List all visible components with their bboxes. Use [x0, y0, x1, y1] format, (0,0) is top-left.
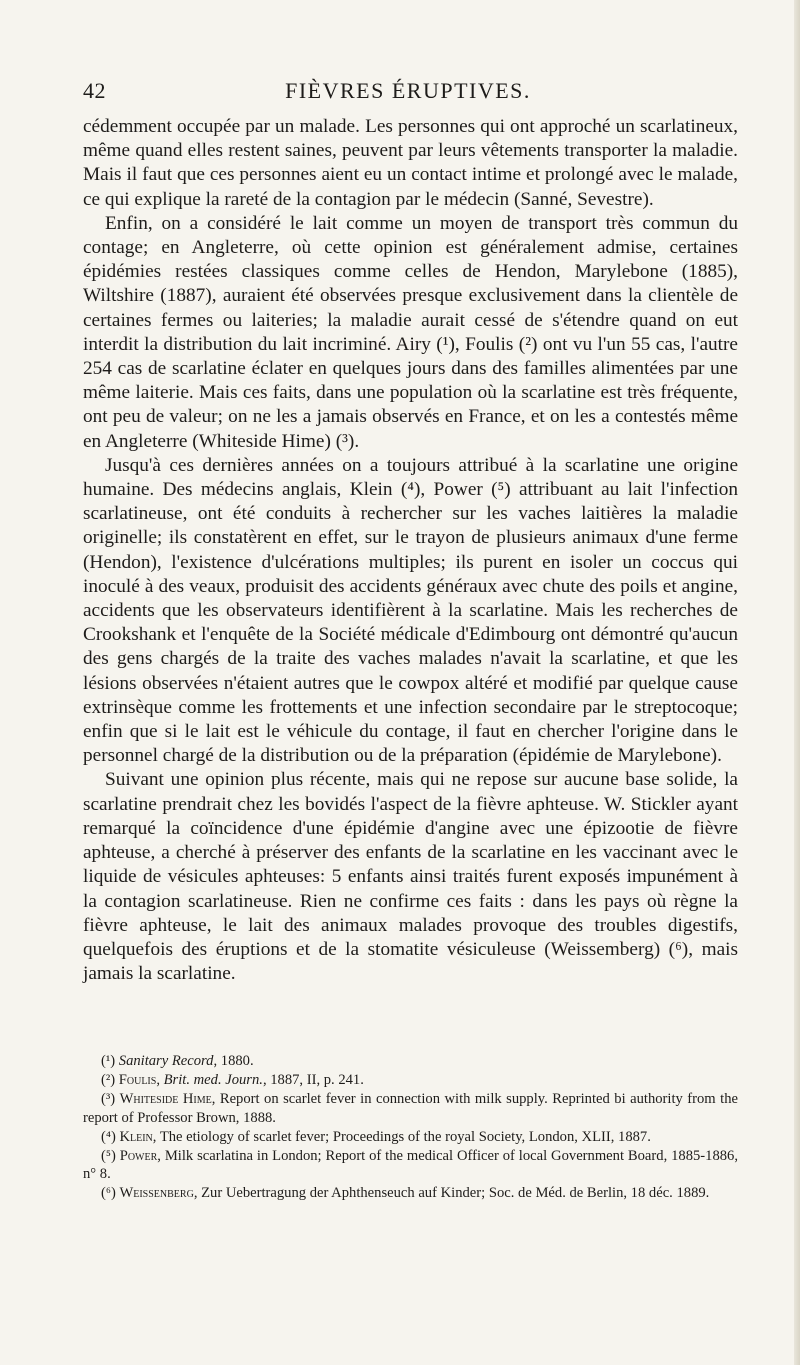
footnote-6: [83, 1184, 738, 1202]
footnote-5: [83, 1147, 738, 1183]
paragraph-3: Jusqu'à ces dernières années on a toujours attribué à la scarlatine une origine humaine. Des médecins anglais, Klein (⁴), Power (⁵) attribuant au lait l'infection scarlatineuse, ont été conduits à rechercher sur les vaches laitières la maladie originelle; ils constatèrent en effet, sur le trayon de plusieurs animaux d'une ferme (Hendon), l'existence d'ulcérations multiples; ils purent en isoler un coccus qui inoculé à des veaux, produisit des accidents généraux avec chute des poils et angine, accidents que les observateurs identifièrent à la scarlatine. Mais les recherches de Crookshank et l'enquête de la Société médicale d'Edimbourg ont démontré qu'aucun des gens chargés de la traite des vaches malades n'avait la scarlatine, et que les lésions observées n'étaient autres que le cowpox altéré et modifié par quelque cause extrinsèque comme les frottements et une infection secondaire par le streptocoque; enfin que si le lait est le véhicule du contage, il faut en chercher l'origine dans le personnel chargé de la distribution ou de la préparation (épidémie de Marylebone).: [83, 454, 738, 767]
footnote-mark: (⁶): [101, 1185, 116, 1202]
footnote-mark: (¹): [101, 1053, 116, 1069]
footnote-text: , 1880.: [213, 1053, 254, 1069]
footnote-mark: (⁴): [101, 1128, 116, 1145]
paragraph-2: Enfin, on a considéré le lait comme un moyen de transport très commun du contage; en Angleterre, où cette opinion est généralement admise, certaines épidémies restées classiques comme celles de Hendon, Marylebone (1885), Wiltshire (1887), auraient été observées presque exclusivement dans la clientèle de certaines fermes ou laiteries; la maladie aurait cessé de s'étendre quand on eut interdit la distribution du lait incriminé. Airy (¹), Foulis (²) ont vu l'un 55 cas, l'autre 254 cas de scarlatine éclater en quelques jours dans des familles alimentées par une même laiterie. Mais ces faits, dans une population où la scarlatine est très fréquente, ont peu de valeur; on ne les a jamais observés en France, et on les a contestés même en Angleterre (Whiteside Hime) (³).: [83, 212, 738, 452]
footnote-1: [83, 1052, 738, 1070]
footnote-author: Foulis: [118, 1072, 157, 1089]
footnote-4: [83, 1128, 738, 1146]
footnote-text: , The etiology of scarlet fever; Proceedings of the royal Society, London, XLII, 1887.: [152, 1128, 651, 1145]
paragraph-1: cédemment occupée par un malade. Les personnes qui ont approché un scarlatineux, même quand elles restent saines, peuvent par leurs vêtements transporter la maladie. Mais il faut que ces personnes aient eu un contact intime et prolongé avec le malade, ce qui explique la rareté de la contagion par le médecin (Sanné, Sevestre).: [83, 116, 738, 210]
footnote-author: Power: [119, 1148, 158, 1165]
footnote-3: [83, 1090, 738, 1126]
footnote-text: , Milk scarlatina in London; Report of the medical Officer of local Government Board, 1885-1886, n° 8.: [83, 1148, 738, 1183]
page-header: [83, 78, 733, 106]
page-number: 42: [83, 78, 106, 103]
footnote-mark: (²): [101, 1072, 116, 1089]
footnote-text: , Zur Uebertragung der Aphthenseuch auf Kinder; Soc. de Méd. de Berlin, 18 déc. 1889.: [193, 1185, 710, 1202]
footnote-text: , 1887, II, p. 241.: [262, 1072, 364, 1089]
footnote-title: Sanitary Record: [118, 1053, 214, 1069]
paragraph-4: Suivant une opinion plus récente, mais qui ne repose sur aucune base solide, la scarlatine prendrait chez les bovidés l'aspect de la fièvre aphteuse. W. Stickler ayant remarqué la coïncidence d'une épidémie d'angine avec une épizootie de fièvre aphteuse, a cherché à préserver des enfants de la scarlatine en les vaccinant avec le liquide de vésicules aphteuses: 5 enfants ainsi traités furent exposés impunément à la contagion scarlatineuse. Rien ne confirme ces faits : dans les pays où règne la fièvre aphteuse, le lait des animaux malades provoque des troubles digestifs, quelquefois des éruptions et de la stomatite vésiculeuse (Weissemberg) (⁶), mais jamais la scarlatine.: [83, 769, 738, 985]
footnote-author: Weissenberg: [119, 1185, 194, 1202]
footnote-title: Brit. med. Journ.: [163, 1072, 263, 1089]
footnote-mark: (³): [101, 1091, 116, 1108]
footnote-author: Klein: [119, 1128, 153, 1145]
page-edge: [794, 0, 800, 1365]
footnote-2: (²) Foulis, Brit. med. Journ., 1887, II, p. 241.: [101, 1072, 364, 1089]
footnote-mark: (⁵): [101, 1148, 116, 1165]
body-text: [83, 115, 738, 986]
footnote-text: , Report on scarlet fever in connection with milk supply. Reprinted bi authority from the report of Professor Brown, 1888.: [83, 1091, 738, 1126]
footnote-author: Whiteside Hime: [119, 1091, 212, 1108]
running-title: FIÈVRES ÉRUPTIVES.: [285, 78, 531, 103]
footnotes: [83, 1052, 738, 1204]
